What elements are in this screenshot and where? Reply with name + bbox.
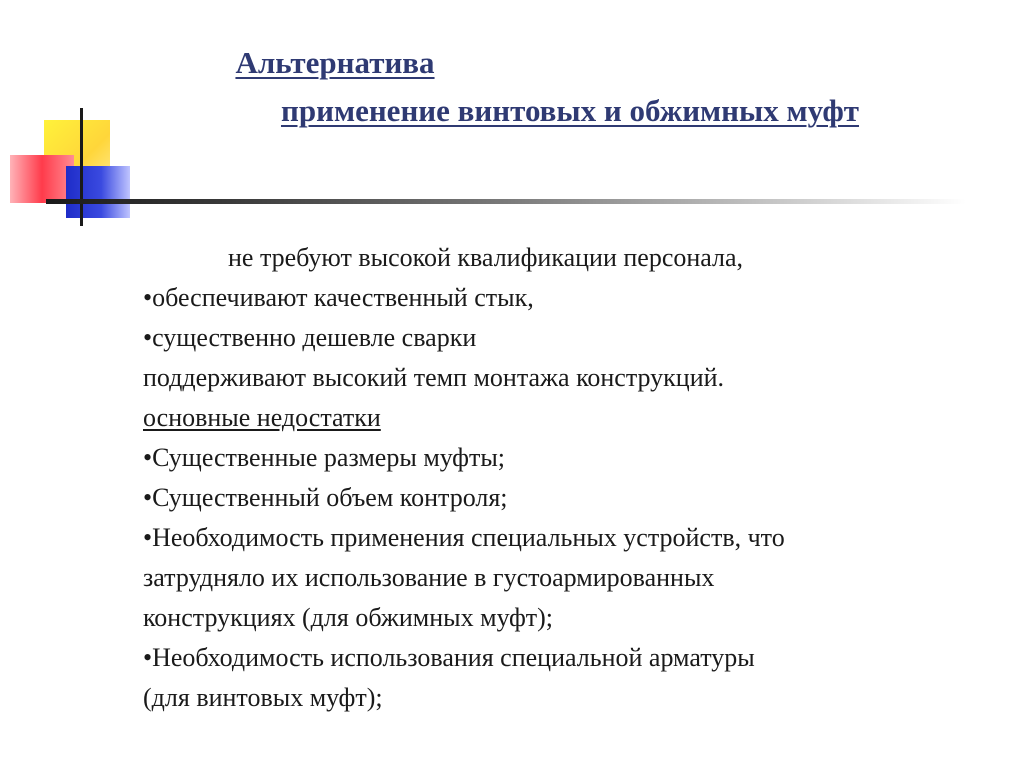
slide-title-line-2: применение винтовых и обжимных муфт	[280, 93, 860, 128]
section-heading-text: основные недостатки	[143, 403, 381, 432]
body-line: затрудняло их использование в густоармированных	[143, 563, 715, 592]
slide-body	[143, 238, 1013, 718]
body-line: (для винтовых муфт);	[143, 683, 383, 712]
decoration-horizontal-line	[46, 199, 966, 204]
body-line: поддерживают высокий темп монтажа конструкций.	[143, 363, 725, 392]
bullet-item: •Необходимость применения специальных устройств, что	[143, 523, 785, 552]
section-heading-drawbacks	[143, 398, 1013, 438]
bullet-item: •Существенные размеры муфты;	[143, 443, 506, 472]
body-line: конструкциях (для обжимных муфт);	[143, 603, 554, 632]
bullet-item: •обеспечивают качественный стык,	[143, 283, 534, 312]
body-line: не требуют высокой квалификации персонала,	[228, 243, 744, 272]
slide-title-line-1: Альтернатива	[235, 45, 435, 80]
decoration-red-rectangle	[10, 155, 74, 203]
bullet-item: •существенно дешевле сварки	[143, 323, 477, 352]
bullet-item: •Необходимость использования специальной арматуры	[143, 643, 755, 672]
decoration-blue-rectangle	[66, 166, 130, 218]
decoration-vertical-line	[80, 108, 83, 226]
bullet-item: •Существенный объем контроля;	[143, 483, 508, 512]
